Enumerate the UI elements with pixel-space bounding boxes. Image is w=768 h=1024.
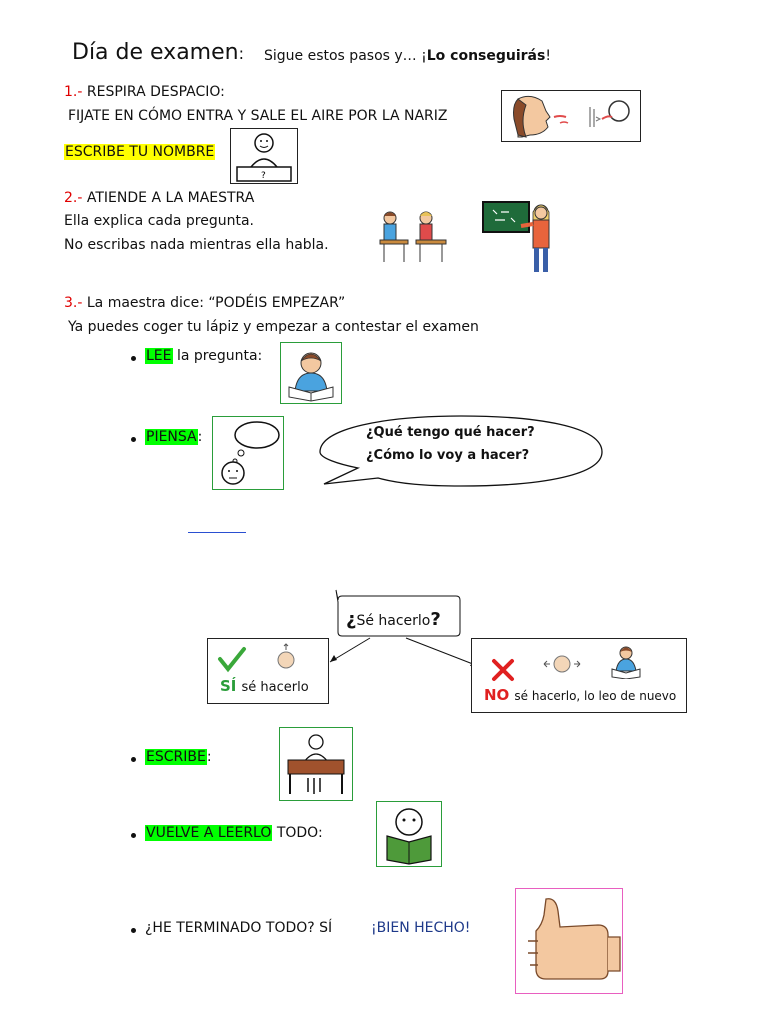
q-text: Sé hacerlo (356, 613, 431, 629)
reading-student-icon (608, 641, 644, 679)
escribe-item (145, 749, 212, 765)
writing-at-desk-icon (280, 728, 352, 800)
face-icon (274, 643, 298, 673)
step1-line: FIJATE EN CÓMO ENTRA Y SALE EL AIRE POR LA NARIZ (68, 108, 448, 124)
thumbs-up-picto (515, 888, 623, 994)
step3-title: La maestra dice: “PODÉIS EMPEZAR” (86, 295, 346, 311)
step3-number: 3.- (64, 295, 83, 311)
piensa-item (145, 429, 202, 445)
step3-heading (64, 295, 345, 311)
escribe-highlight: ESCRIBE (146, 749, 206, 765)
teacher-picto (481, 196, 561, 276)
name-sheet-mark: ? (261, 171, 266, 181)
think-question-2: ¿Cómo lo voy a hacer? (366, 448, 530, 463)
vuelve-item (145, 825, 323, 841)
reading-student-icon (281, 343, 341, 403)
bullet (131, 928, 136, 933)
write-name-text: ESCRIBE TU NOMBRE (65, 144, 215, 160)
reading-book-icon (377, 802, 441, 866)
green-check-icon (216, 645, 248, 673)
bullet (131, 437, 136, 442)
piensa-colon: : (197, 429, 203, 445)
yes-word: SÍ (220, 677, 237, 695)
step2-title: ATIENDE A LA MAESTRA (86, 190, 255, 206)
teacher-blackboard-icon (481, 196, 561, 276)
red-cross-icon (490, 657, 516, 683)
final-question: ¿HE TERMINADO TODO? SÍ (145, 920, 333, 936)
bullet (131, 356, 136, 361)
yes-label (220, 676, 309, 695)
lee-rest: la pregunta: (176, 348, 263, 364)
piensa-highlight: PIENSA (146, 429, 197, 445)
title-colon: : (238, 44, 244, 63)
yes-rest: sé hacerlo (241, 680, 309, 695)
step2-heading (64, 190, 254, 206)
students-icon (378, 206, 450, 266)
step1-number: 1.- (64, 84, 83, 100)
no-box (471, 638, 687, 713)
name-sheet-picto (230, 128, 298, 184)
bullet (131, 757, 136, 762)
yes-box (207, 638, 329, 704)
lee-highlight: LEE (146, 348, 172, 364)
step1-title: RESPIRA DESPACIO: (86, 84, 225, 100)
students-picto (378, 206, 450, 266)
reading-picto (280, 342, 342, 404)
writing-picto (279, 727, 353, 801)
step1-heading (64, 84, 225, 100)
subtitle-bold: Lo conseguirás (426, 48, 546, 64)
question-bubble (346, 609, 441, 630)
page-title (72, 40, 244, 65)
final-praise: ¡BIEN HECHO! (371, 920, 471, 936)
thumbs-up-icon (516, 889, 622, 993)
vuelve-highlight: VUELVE A LEERLO (146, 825, 272, 841)
no-rest: sé hacerlo, lo leo de nuevo (514, 689, 677, 703)
escribe-colon: : (206, 749, 212, 765)
face-shaking-icon (542, 651, 582, 677)
lee-item (145, 348, 262, 364)
reread-picto (376, 801, 442, 867)
title-text: Día de examen (72, 40, 239, 65)
breathing-icon (502, 91, 640, 141)
q-open: ¿ (346, 609, 357, 630)
thinking-picto (212, 416, 284, 490)
step3-line: Ya puedes coger tu lápiz y empezar a contestar el examen (68, 319, 479, 335)
thinking-face-icon (213, 417, 283, 489)
no-label (484, 685, 676, 704)
empty-link[interactable] (188, 532, 246, 533)
write-name-label (64, 144, 215, 160)
page-subtitle (264, 48, 551, 64)
bullet (131, 833, 136, 838)
breathing-picto (501, 90, 641, 142)
think-question-1: ¿Qué tengo qué hacer? (366, 425, 535, 440)
no-word: NO (484, 686, 510, 704)
step2-line2: No escribas nada mientras ella habla. (64, 237, 329, 253)
subtitle-suffix: ! (545, 48, 551, 64)
q-close: ? (430, 609, 441, 630)
student-name-icon (231, 129, 297, 183)
step2-number: 2.- (64, 190, 83, 206)
vuelve-rest: TODO: (276, 825, 323, 841)
subtitle-prefix: Sigue estos pasos y… ¡ (264, 48, 427, 64)
step2-line1: Ella explica cada pregunta. (64, 213, 254, 229)
